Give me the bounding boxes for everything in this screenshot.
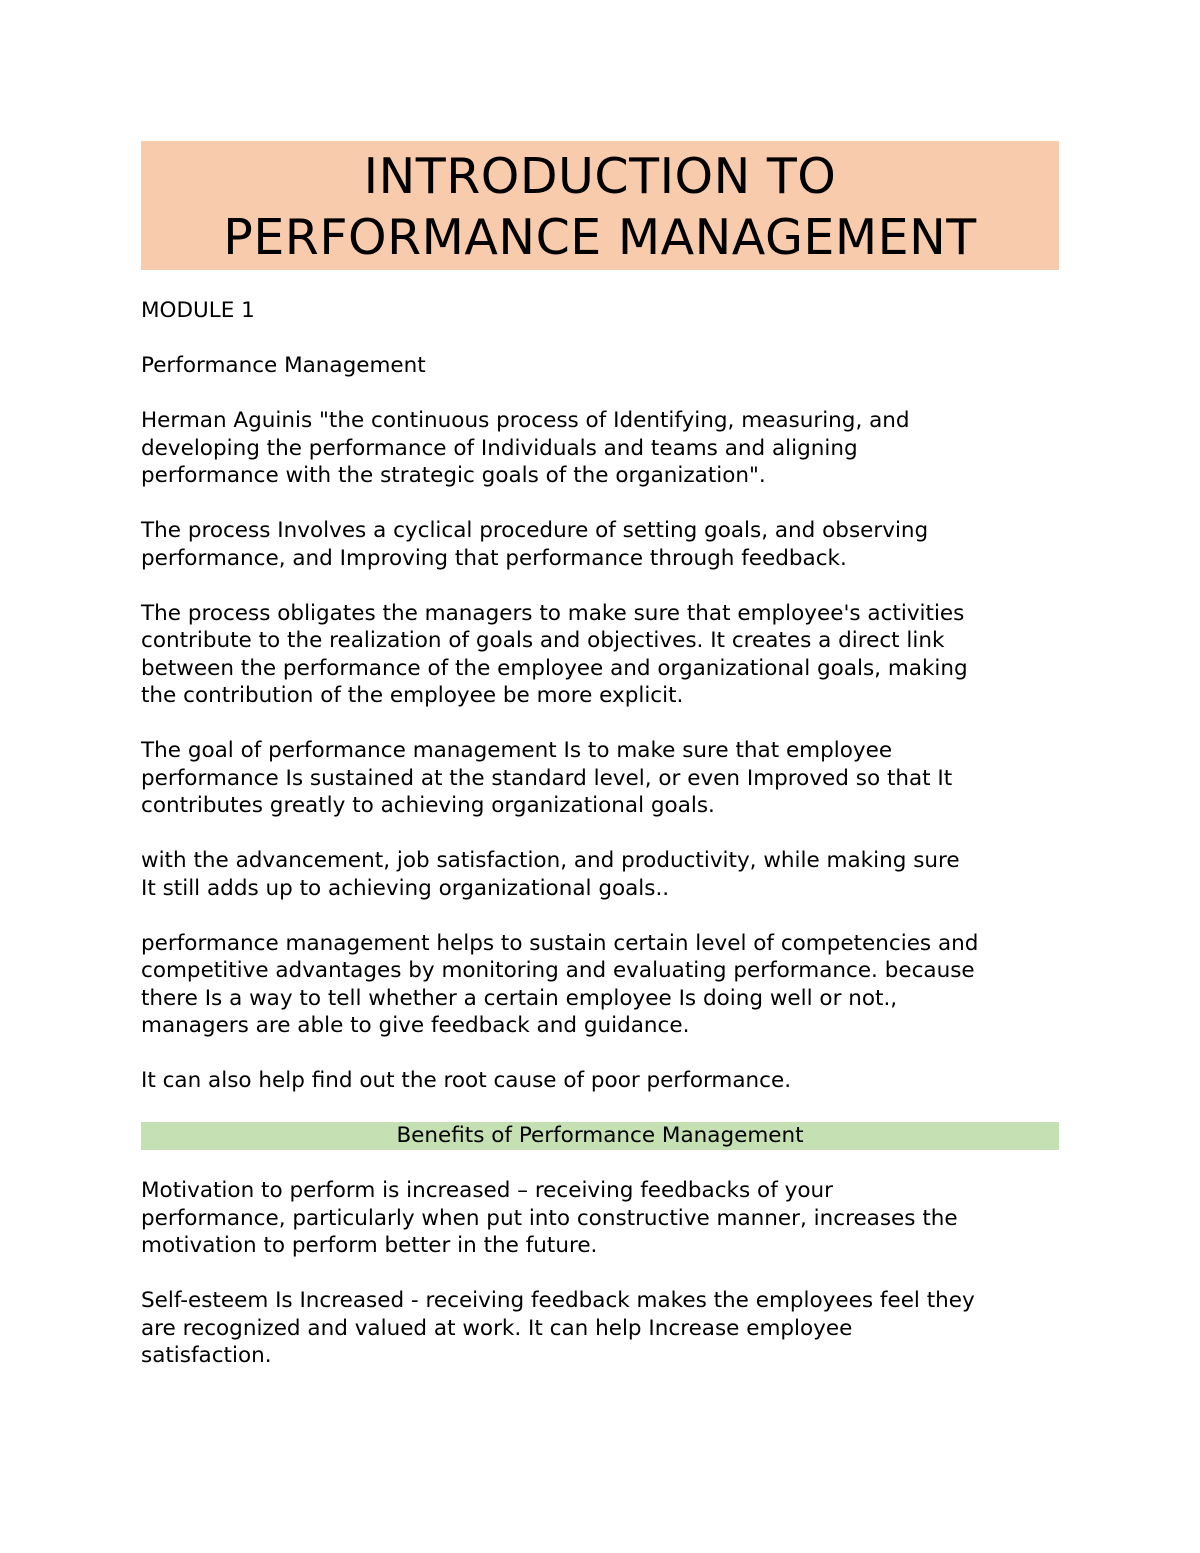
paragraph-line: performance with the strategic goals of the organization". <box>141 463 766 488</box>
paragraph-line: It can also help find out the root cause of poor performance. <box>141 1068 792 1093</box>
paragraph-line: competitive advantages by monitoring and evaluating performance. because <box>141 958 975 983</box>
paragraph-definition <box>141 407 1059 490</box>
paragraph-line: Herman Aguinis "the continuous process of Identifying, measuring, and <box>141 408 910 433</box>
paragraph-obligation <box>141 600 1059 710</box>
document-page <box>141 141 1059 1370</box>
paragraph-line: developing the performance of Individuals and teams and aligning <box>141 435 858 461</box>
paragraph-line: Self-esteem Is Increased - receiving feedback makes the employees feel they <box>141 1288 975 1313</box>
section-heading: Performance Management <box>141 353 426 378</box>
paragraph-line: The process Involves a cyclical procedure of setting goals, and observing <box>141 518 929 543</box>
paragraph-line: contribute to the realization of goals and objectives. It creates a direct link <box>141 628 945 653</box>
paragraph-line: contributes greatly to achieving organizational goals. <box>141 793 715 818</box>
paragraph-goal <box>141 737 1059 820</box>
module-label: MODULE 1 <box>141 298 255 323</box>
paragraph-line: performance management helps to sustain certain level of competencies and <box>141 930 979 956</box>
paragraph-competencies <box>141 930 1059 1040</box>
paragraph-line: managers are able to give feedback and guidance. <box>141 1013 690 1038</box>
paragraph-line: It still adds up to achieving organizational goals.. <box>141 875 670 901</box>
paragraph-line: performance, particularly when put into constructive manner, increases the <box>141 1205 958 1231</box>
paragraph-line: with the advancement, job satisfaction, and productivity, while making sure <box>141 848 960 873</box>
paragraph-line: there Is a way to tell whether a certain employee Is doing well or not., <box>141 985 898 1011</box>
paragraph-line: The process obligates the managers to make sure that employee's activities <box>141 600 965 626</box>
benefit-self-esteem <box>141 1287 1059 1370</box>
paragraph-line: Motivation to perform is increased – receiving feedbacks of your <box>141 1178 833 1203</box>
paragraph-line: are recognized and valued at work. It can help Increase employee <box>141 1315 853 1341</box>
paragraph-line: satisfaction. <box>141 1343 272 1368</box>
paragraph-advancement <box>141 847 1059 902</box>
paragraph-line: The goal of performance management Is to make sure that employee <box>141 738 893 763</box>
document-title <box>141 141 1059 270</box>
paragraph-line: the contribution of the employee be more explicit. <box>141 683 684 708</box>
paragraph-line: between the performance of the employee and organizational goals, making <box>141 655 968 681</box>
benefit-motivation <box>141 1177 1059 1260</box>
paragraph-process <box>141 517 1059 572</box>
title-line-1: INTRODUCTION TO <box>363 148 837 205</box>
title-line-2: PERFORMANCE MANAGEMENT <box>223 209 977 266</box>
paragraph-line: performance Is sustained at the standard level, or even Improved so that It <box>141 765 953 791</box>
paragraph-line: motivation to perform better in the future. <box>141 1233 598 1258</box>
paragraph-line: performance, and Improving that performance through feedback. <box>141 545 847 571</box>
paragraph-root-cause <box>141 1067 1059 1095</box>
benefits-heading: Benefits of Performance Management <box>141 1122 1059 1150</box>
